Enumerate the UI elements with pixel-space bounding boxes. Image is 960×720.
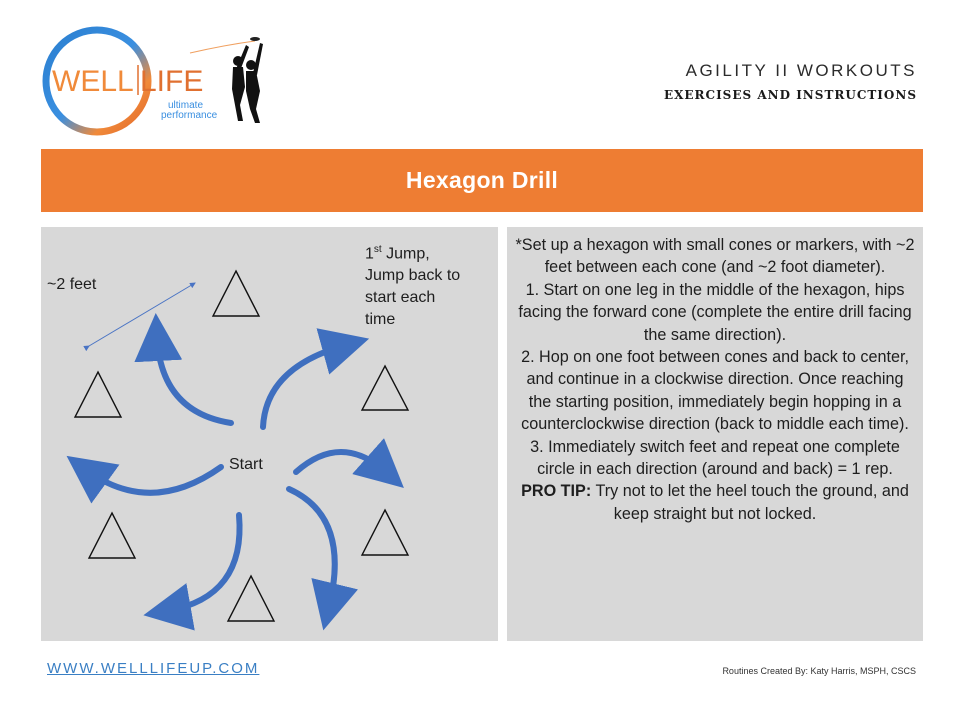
- website-link[interactable]: WWW.WELLLIFEUP.COM: [47, 660, 260, 677]
- page-header-subtitle: EXERCISES AND INSTRUCTIONS: [663, 88, 917, 102]
- cone-triangle-top: [213, 271, 259, 316]
- first-jump-line-4: time: [365, 311, 396, 329]
- step-1-instruction: 1. Start on one leg in the middle of the hexagon, hips facing the forward cone (complete the entire drill facing the same direction).: [518, 280, 912, 344]
- welllife-logo: [40, 25, 270, 140]
- cone-triangle-left-top: [75, 372, 121, 417]
- arrow-to-bottom-cone: [289, 489, 335, 607]
- first-jump-line-2: Jump back to: [365, 267, 461, 285]
- page-header-title: AGILITY II WORKOUTS: [685, 61, 917, 80]
- drill-title: Hexagon Drill: [405, 167, 559, 193]
- arrow-to-left-top-cone: [86, 467, 221, 493]
- arrow-to-left-bottom-cone: [167, 515, 240, 611]
- first-jump-label: [365, 239, 495, 331]
- distance-arrow: [89, 283, 195, 346]
- author-credit: Routines Created By: Katy Harris, MSPH, CSCS: [722, 666, 916, 676]
- logo-word-well: WELL: [52, 65, 134, 98]
- arrow-to-right-top-cone: [263, 345, 346, 427]
- logo-graphic: [40, 25, 270, 140]
- pro-tip-text: Try not to let the heel touch the ground, and keep straight but not locked.: [591, 482, 909, 523]
- arrow-to-top-cone: [157, 337, 231, 423]
- instructions-panel: [507, 227, 923, 641]
- first-jump-line-3: start each: [365, 289, 436, 307]
- title-banner: [41, 149, 923, 212]
- step-2-instruction: 2. Hop on one foot between cones and back to center, and continue in a clockwise direction. Once reaching the starting position, immediately begin hopping in a counterclockwise direction (back to middle each time).: [521, 348, 909, 434]
- athletes-silhouette-icon: [232, 37, 263, 123]
- logo-tagline-1: ultimate: [168, 100, 204, 111]
- start-label: Start: [229, 456, 263, 473]
- first-jump-ordinal: st: [373, 244, 382, 255]
- pro-tip: [513, 480, 917, 525]
- arrow-to-right-bottom-cone: [296, 452, 386, 472]
- cone-triangle-right-bottom: [362, 510, 408, 555]
- first-jump-word: Jump,: [381, 245, 430, 263]
- cone-triangle-left-bottom: [89, 513, 135, 558]
- cone-triangle-bottom: [228, 576, 274, 621]
- pro-tip-label: PRO TIP:: [521, 482, 592, 501]
- step-3-instruction: 3. Immediately switch feet and repeat one complete circle in each direction (around and back) = 1 rep.: [530, 437, 900, 479]
- logo-tagline-2: performance: [161, 110, 218, 121]
- logo-word-life: LIFE: [140, 65, 204, 98]
- distance-label: ~2 feet: [47, 276, 97, 293]
- first-jump-number: 1: [365, 245, 374, 263]
- setup-instruction: *Set up a hexagon with small cones or markers, with ~2 feet between each cone (and ~2 foot diameter).: [515, 236, 915, 277]
- hexagon-diagram: [41, 227, 498, 641]
- cone-triangle-right-top: [362, 366, 408, 410]
